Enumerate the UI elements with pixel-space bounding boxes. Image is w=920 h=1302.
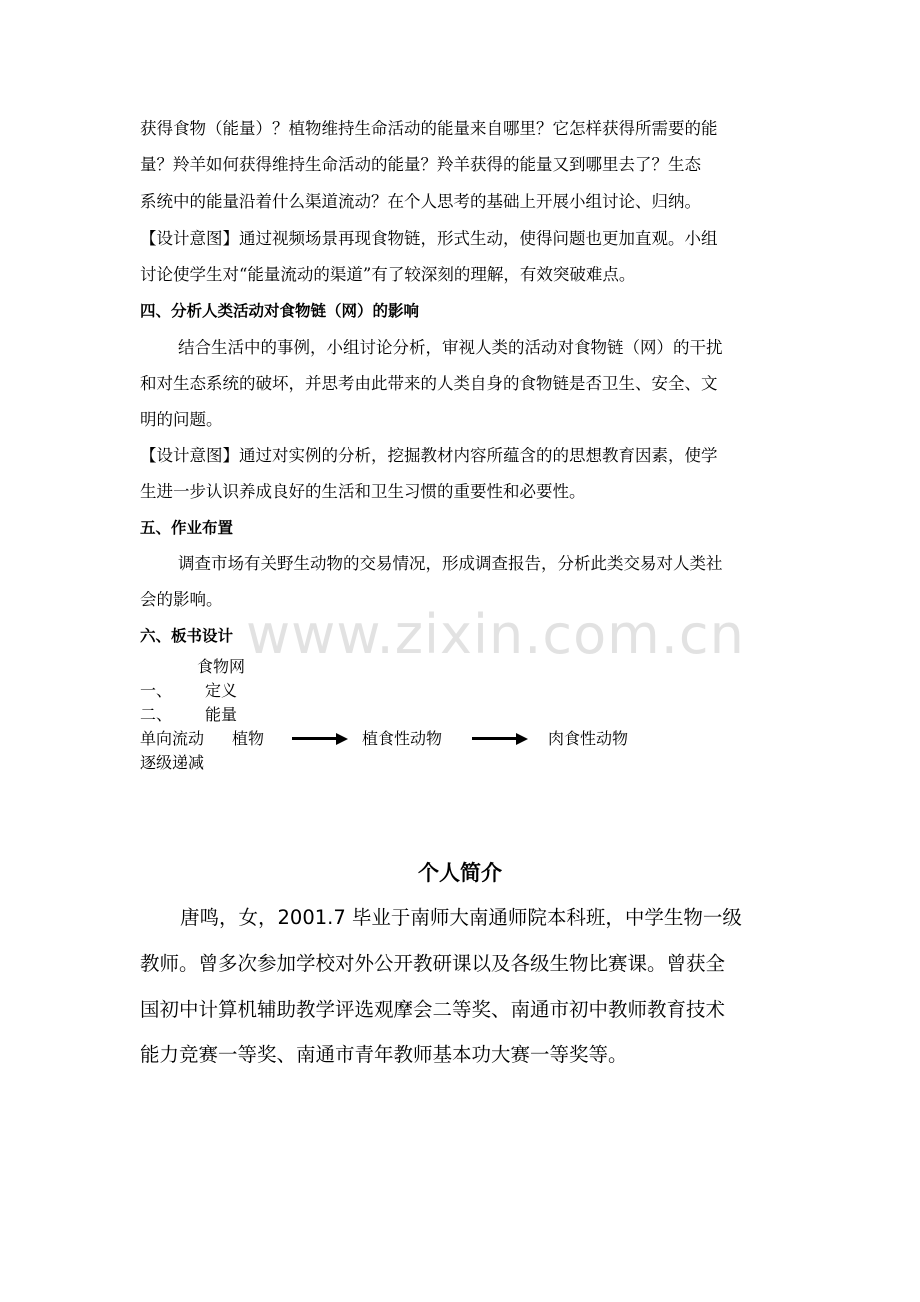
profile-title: 个人简介 — [418, 861, 502, 885]
paragraph-line: 获得食物（能量）？植物维持生命活动的能量来自哪里？它怎样获得所需要的能 — [140, 119, 718, 138]
board-decrease-label: 逐级递减 — [140, 753, 205, 772]
paragraph-line: 系统中的能量沿着什么渠道流动？在个人思考的基础上开展小组讨论、归纳。 — [140, 192, 701, 211]
arrow-right-icon — [472, 730, 528, 748]
section-heading-5: 五、作业布置 — [140, 519, 234, 537]
arrow-right-icon — [292, 730, 348, 748]
design-intent-line: 【设计意图】通过视频场景再现食物链，形式生动，使得问题也更加直观。小组 — [140, 229, 718, 248]
board-title: 食物网 — [197, 657, 246, 676]
paragraph-line: 调查市场有关野生动物的交易情况，形成调查报告，分析此类交易对人类社 — [178, 554, 723, 573]
design-intent-line: 生进一步认识养成良好的生活和卫生习惯的重要性和必要性。 — [140, 482, 586, 501]
design-intent-line: 讨论使学生对“能量流动的渠道”有了较深刻的理解，有效突破难点。 — [140, 265, 636, 284]
paragraph-line: 和对生态系统的破坏，并思考由此带来的人类自身的食物链是否卫生、安全、文 — [140, 374, 718, 393]
profile-line: 唐鸣，女，2001.7 毕业于南师大南通师院本科班，中学生物一级 — [180, 906, 742, 929]
design-intent-line: 【设计意图】通过对实例的分析，挖掘教材内容所蕴含的的思想教育因素，使学 — [140, 446, 718, 465]
profile-line: 国初中计算机辅助教学评选观摩会二等奖、南通市初中教师教育技术 — [140, 998, 726, 1021]
paragraph-line: 会的影响。 — [140, 590, 223, 609]
board-flow-label: 单向流动 — [140, 729, 205, 748]
paragraph-line: 结合生活中的事例，小组讨论分析，审视人类的活动对食物链（网）的干扰 — [178, 338, 723, 357]
paragraph-line: 量？羚羊如何获得维持生命活动的能量？羚羊获得的能量又到哪里去了？生态 — [140, 155, 701, 174]
chain-node-carnivore: 肉食性动物 — [548, 729, 629, 748]
profile-line: 能力竞赛一等奖、南通市青年教师基本功大赛一等奖等。 — [140, 1043, 628, 1066]
watermark: www.zixin.com.cn — [246, 603, 745, 666]
board-item-number: 二、 — [140, 705, 173, 724]
paragraph-line: 明的问题。 — [140, 410, 223, 429]
board-item-definition: 定义 — [205, 681, 238, 700]
section-heading-4: 四、分析人类活动对食物链（网）的影响 — [140, 302, 420, 320]
board-item-number: 一、 — [140, 681, 173, 700]
chain-node-plant: 植物 — [232, 729, 265, 748]
profile-line: 教师。曾多次参加学校对外公开教研课以及各级生物比赛课。曾获全 — [140, 952, 726, 975]
chain-node-herbivore: 植食性动物 — [362, 729, 443, 748]
board-item-energy: 能量 — [205, 705, 238, 724]
section-heading-6: 六、板书设计 — [140, 627, 234, 645]
